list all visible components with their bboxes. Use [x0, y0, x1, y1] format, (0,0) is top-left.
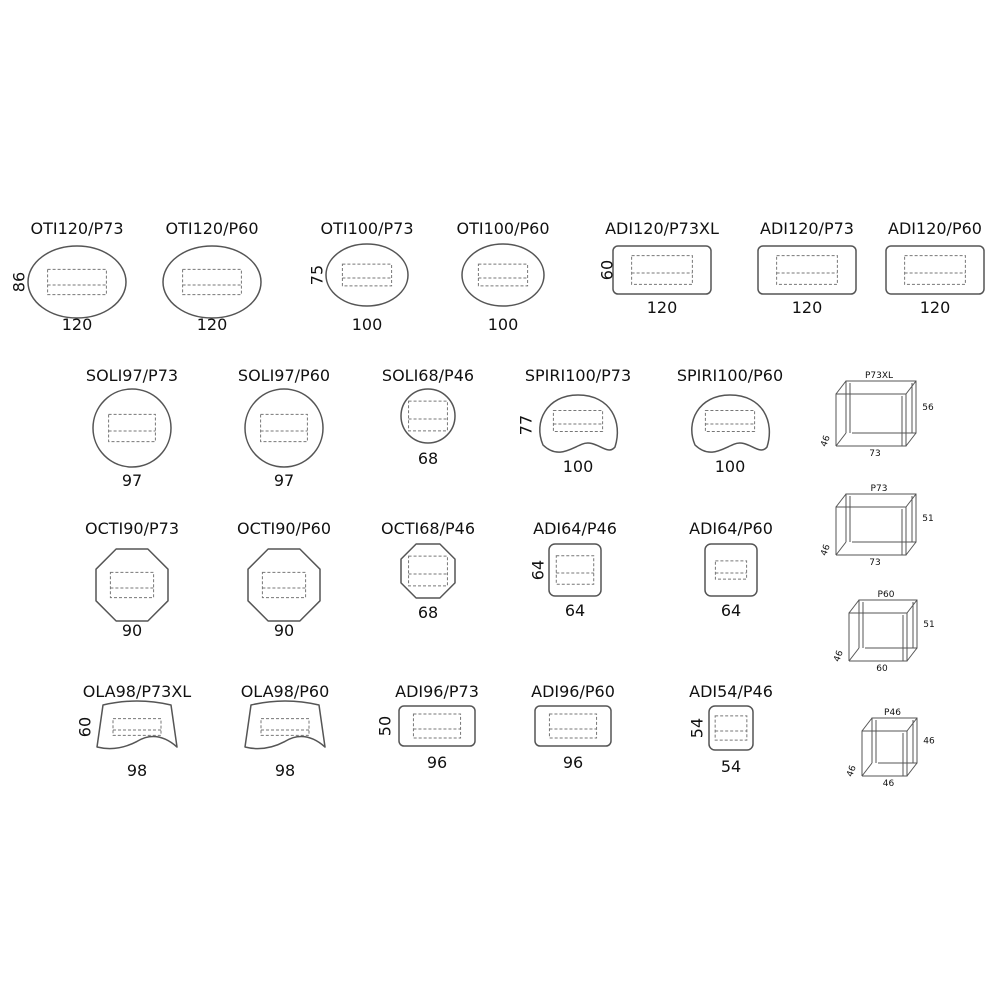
base-width-dimension: 73	[869, 558, 881, 568]
width-dimension: 98	[126, 761, 148, 780]
width-dimension: 96	[426, 753, 448, 772]
width-dimension: 64	[720, 601, 742, 620]
tabletop-rectangle	[613, 246, 711, 294]
width-dimension: 120	[196, 315, 228, 334]
tabletop-round	[245, 389, 323, 467]
base-frame-p60	[832, 590, 934, 674]
base-height-dimension: 51	[922, 514, 934, 524]
base-depth-dimension: 46	[832, 649, 846, 664]
table-adi96-p60	[531, 682, 615, 772]
tabletop-square	[549, 544, 601, 596]
base-frame-edge	[849, 600, 859, 613]
base-frame-edge	[862, 718, 872, 731]
base-frame-edge	[907, 648, 917, 661]
table-adi64-p46	[529, 519, 617, 620]
base-outline-hidden	[48, 269, 107, 294]
base-frame-edge	[906, 494, 916, 507]
table-ola98-p60	[241, 682, 330, 780]
base-outline-hidden	[556, 556, 593, 585]
table-adi120-p73xl	[598, 219, 719, 317]
table-model-label: ADI96/P60	[531, 682, 615, 701]
base-frame-back	[859, 600, 917, 648]
width-dimension: 54	[720, 757, 742, 776]
width-dimension: 100	[487, 315, 519, 334]
base-outline-hidden	[905, 256, 966, 285]
base-depth-dimension: 46	[819, 543, 833, 558]
base-outline-hidden	[261, 719, 309, 736]
base-width-dimension: 60	[876, 664, 888, 674]
table-model-label: SPIRI100/P73	[524, 366, 632, 385]
table-adi120-p60	[886, 219, 984, 317]
table-model-label: SPIRI100/P60	[676, 366, 784, 385]
base-frame-p73	[819, 484, 933, 568]
tabletop-square	[709, 706, 753, 750]
base-outline-hidden	[409, 556, 448, 586]
table-oti120-p60	[163, 219, 261, 334]
base-depth-dimension: 46	[845, 764, 859, 779]
width-dimension: 97	[273, 471, 295, 490]
base-width-dimension: 46	[882, 779, 895, 789]
table-model-label: ADI120/P60	[888, 219, 982, 238]
table-adi96-p73	[376, 682, 479, 772]
base-outline-hidden	[183, 269, 242, 294]
width-dimension: 68	[417, 603, 439, 622]
base-height-dimension: 56	[922, 403, 934, 413]
base-height-dimension: 51	[923, 620, 935, 630]
tabletop-oval	[163, 246, 261, 318]
table-model-label: OLA98/P73XL	[82, 682, 192, 701]
base-outline-hidden	[342, 264, 391, 286]
base-outline-hidden	[715, 561, 746, 579]
base-frame-edge	[849, 648, 859, 661]
table-adi54-p46	[688, 682, 773, 776]
base-frame-p73xl	[819, 371, 934, 459]
tabletop-oval	[462, 244, 544, 306]
base-outline-hidden	[413, 714, 460, 738]
base-height-dimension: 46	[923, 736, 935, 747]
depth-dimension: 60	[597, 259, 617, 281]
table-model-label: OTI120/P73	[30, 219, 124, 238]
table-model-label: OTI100/P60	[456, 219, 550, 238]
depth-dimension: 50	[375, 715, 395, 737]
base-frame-front	[862, 731, 907, 776]
base-depth-dimension: 46	[819, 434, 833, 449]
width-dimension: 96	[562, 753, 584, 772]
table-oti100-p73	[308, 219, 414, 334]
base-width-dimension: 73	[869, 449, 881, 459]
base-model-label: P60	[877, 590, 895, 600]
table-soli97-p73	[86, 366, 178, 490]
base-model-label: P73XL	[864, 371, 894, 381]
tabletop-octagon	[96, 549, 168, 621]
base-frame-edge	[836, 542, 846, 555]
tabletop-rectangle	[886, 246, 984, 294]
table-model-label: OLA98/P60	[240, 682, 330, 701]
width-dimension: 100	[562, 457, 594, 476]
tabletop-rectangle	[535, 706, 611, 746]
width-dimension: 90	[273, 621, 295, 640]
base-frame-edge	[907, 763, 917, 776]
tabletop-octagon	[401, 544, 455, 598]
base-frame-edge	[862, 763, 872, 776]
table-model-label: SOLI97/P60	[237, 366, 331, 385]
width-dimension: 120	[791, 298, 823, 317]
tabletop-wave	[245, 701, 325, 749]
table-model-label: OCTI90/P60	[236, 519, 332, 538]
table-model-label: OCTI68/P46	[380, 519, 476, 538]
base-outline-hidden	[553, 411, 602, 432]
depth-dimension: 60	[75, 716, 95, 738]
width-dimension: 120	[61, 315, 93, 334]
table-adi64-p60	[689, 519, 773, 620]
base-frame-edge	[907, 600, 917, 613]
depth-dimension: 64	[528, 559, 548, 581]
width-dimension: 120	[646, 298, 678, 317]
table-octi90-p60	[237, 519, 331, 640]
table-soli68-p46	[382, 366, 474, 468]
width-dimension: 97	[121, 471, 143, 490]
base-frame-edge	[906, 381, 916, 394]
base-outline-hidden	[715, 716, 747, 740]
table-adi120-p73	[758, 219, 856, 317]
table-oti120-p73	[10, 219, 127, 334]
tabletop-oval	[28, 246, 126, 318]
table-model-label: OTI100/P73	[320, 219, 414, 238]
width-dimension: 100	[351, 315, 383, 334]
base-outline-hidden	[705, 411, 754, 432]
table-soli97-p60	[238, 366, 330, 490]
tabletop-rectangle	[399, 706, 475, 746]
base-outline-hidden	[478, 264, 527, 286]
base-outline-hidden	[549, 714, 596, 738]
base-frame-edge	[906, 542, 916, 555]
table-model-label: SOLI97/P73	[85, 366, 179, 385]
base-outline-hidden	[777, 256, 838, 285]
table-octi90-p73	[85, 519, 179, 640]
base-model-label: P46	[884, 708, 901, 718]
base-model-label: P73	[870, 484, 888, 494]
base-outline-hidden	[409, 401, 448, 431]
width-dimension: 98	[274, 761, 296, 780]
table-model-label: OCTI90/P73	[84, 519, 180, 538]
base-frame-back	[872, 718, 917, 763]
tabletop-round	[93, 389, 171, 467]
depth-dimension: 86	[9, 271, 29, 293]
table-spiri100-p73	[517, 366, 632, 476]
base-frame-front	[849, 613, 907, 661]
table-model-label: ADI120/P73	[760, 219, 854, 238]
table-model-label: SOLI68/P46	[381, 366, 475, 385]
width-dimension: 100	[714, 457, 746, 476]
base-outline-hidden	[113, 719, 161, 736]
width-dimension: 90	[121, 621, 143, 640]
width-dimension: 120	[919, 298, 951, 317]
table-oti100-p60	[456, 219, 549, 334]
width-dimension: 68	[417, 449, 439, 468]
table-model-label: ADI64/P46	[533, 519, 617, 538]
table-model-label: OTI120/P60	[165, 219, 259, 238]
width-dimension: 64	[564, 601, 586, 620]
base-outline-hidden	[632, 256, 693, 285]
table-model-label: ADI64/P60	[689, 519, 773, 538]
base-outline-hidden	[262, 572, 305, 597]
base-frame-edge	[907, 718, 917, 731]
tabletop-square	[705, 544, 757, 596]
tabletop-rectangle	[758, 246, 856, 294]
table-model-label: ADI54/P46	[689, 682, 773, 701]
table-octi68-p46	[381, 519, 475, 622]
base-frame-edge	[836, 381, 846, 394]
base-frame-edge	[906, 433, 916, 446]
tabletop-octagon	[248, 549, 320, 621]
tabletop-round	[401, 389, 455, 443]
base-frame-edge	[836, 494, 846, 507]
base-frame-p46	[845, 708, 935, 789]
depth-dimension: 75	[307, 264, 327, 286]
table-model-label: ADI96/P73	[395, 682, 479, 701]
base-outline-hidden	[109, 414, 156, 441]
base-outline-hidden	[110, 572, 153, 597]
tabletop-wave	[97, 701, 177, 749]
tabletop-oval	[326, 244, 408, 306]
table-ola98-p73xl	[76, 682, 192, 780]
base-outline-hidden	[261, 414, 308, 441]
table-model-label: ADI120/P73XL	[605, 219, 719, 238]
depth-dimension: 77	[516, 414, 536, 436]
depth-dimension: 54	[687, 717, 707, 739]
table-spiri100-p60	[677, 366, 783, 476]
base-frame-edge	[836, 433, 846, 446]
